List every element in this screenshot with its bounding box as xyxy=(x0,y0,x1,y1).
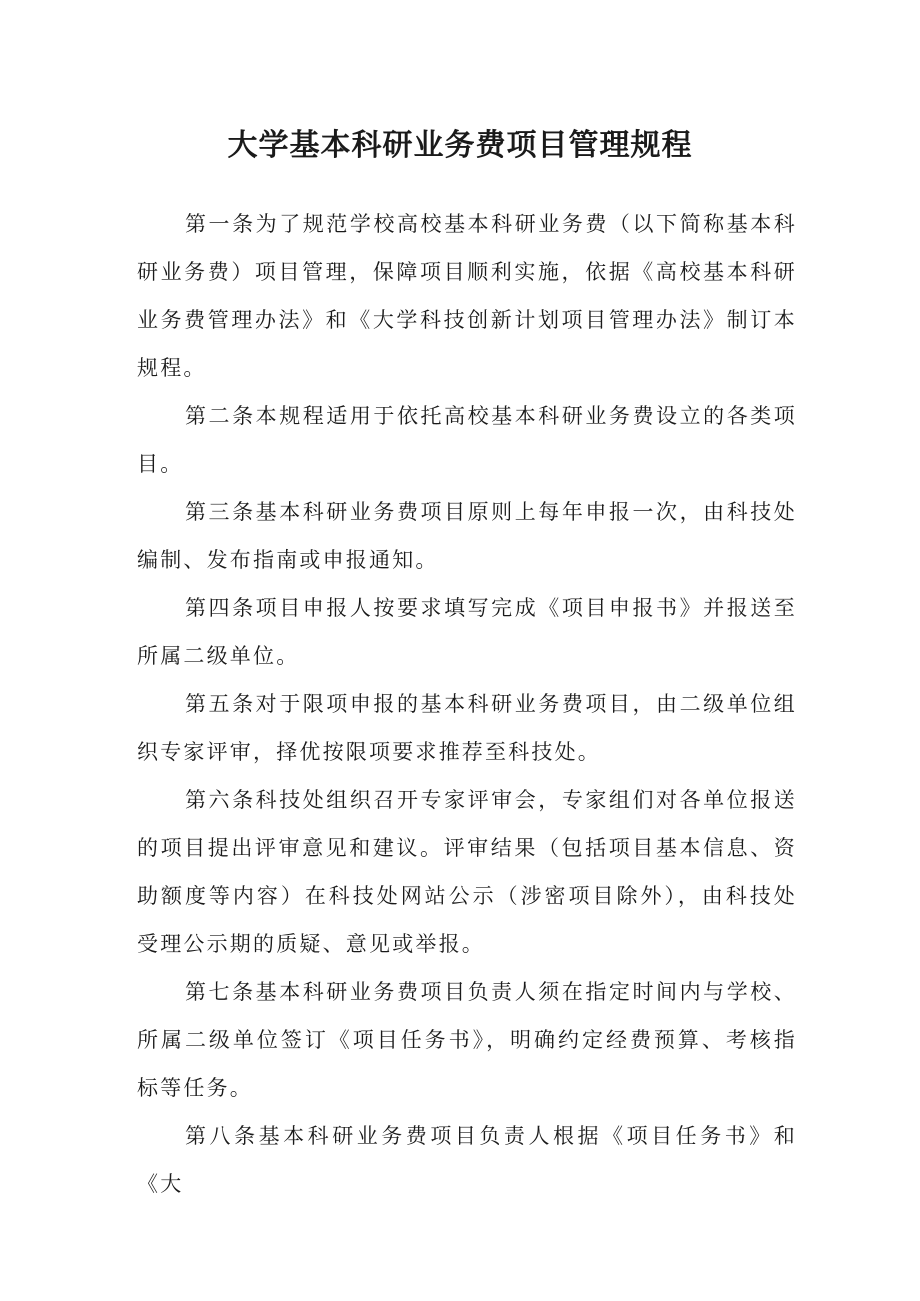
article-1-paragraph: 第一条为了规范学校高校基本科研业务费（以下简称基本科研业务费）项目管理，保障项目顺利实施，依据《高校基本科研业务费管理办法》和《大学科技创新计划项目管理办法》制订本规程。 xyxy=(137,212,797,380)
article-3-paragraph: 第三条基本科研业务费项目原则上每年申报一次，由科技处编制、发布指南或申报通知。 xyxy=(137,500,797,572)
article-5-paragraph: 第五条对于限项申报的基本科研业务费项目，由二级单位组织专家评审，择优按限项要求推荐至科技处。 xyxy=(137,692,797,764)
article-6-paragraph: 第六条科技处组织召开专家评审会，专家组们对各单位报送的项目提出评审意见和建议。评审结果（包括项目基本信息、资助额度等内容）在科技处网站公示（涉密项目除外），由科技处受理公示期的质疑、意见或举报。 xyxy=(137,788,797,956)
article-4-paragraph: 第四条项目申报人按要求填写完成《项目申报书》并报送至所属二级单位。 xyxy=(137,596,797,668)
article-8-paragraph: 第八条基本科研业务费项目负责人根据《项目任务书》和《大 xyxy=(137,1124,797,1196)
article-2-paragraph: 第二条本规程适用于依托高校基本科研业务费设立的各类项目。 xyxy=(137,404,797,476)
document-title: 大学基本科研业务费项目管理规程 xyxy=(227,128,693,163)
document-body xyxy=(137,200,797,1208)
article-7-paragraph: 第七条基本科研业务费项目负责人须在指定时间内与学校、所属二级单位签订《项目任务书》，明确约定经费预算、考核指标等任务。 xyxy=(137,980,797,1100)
